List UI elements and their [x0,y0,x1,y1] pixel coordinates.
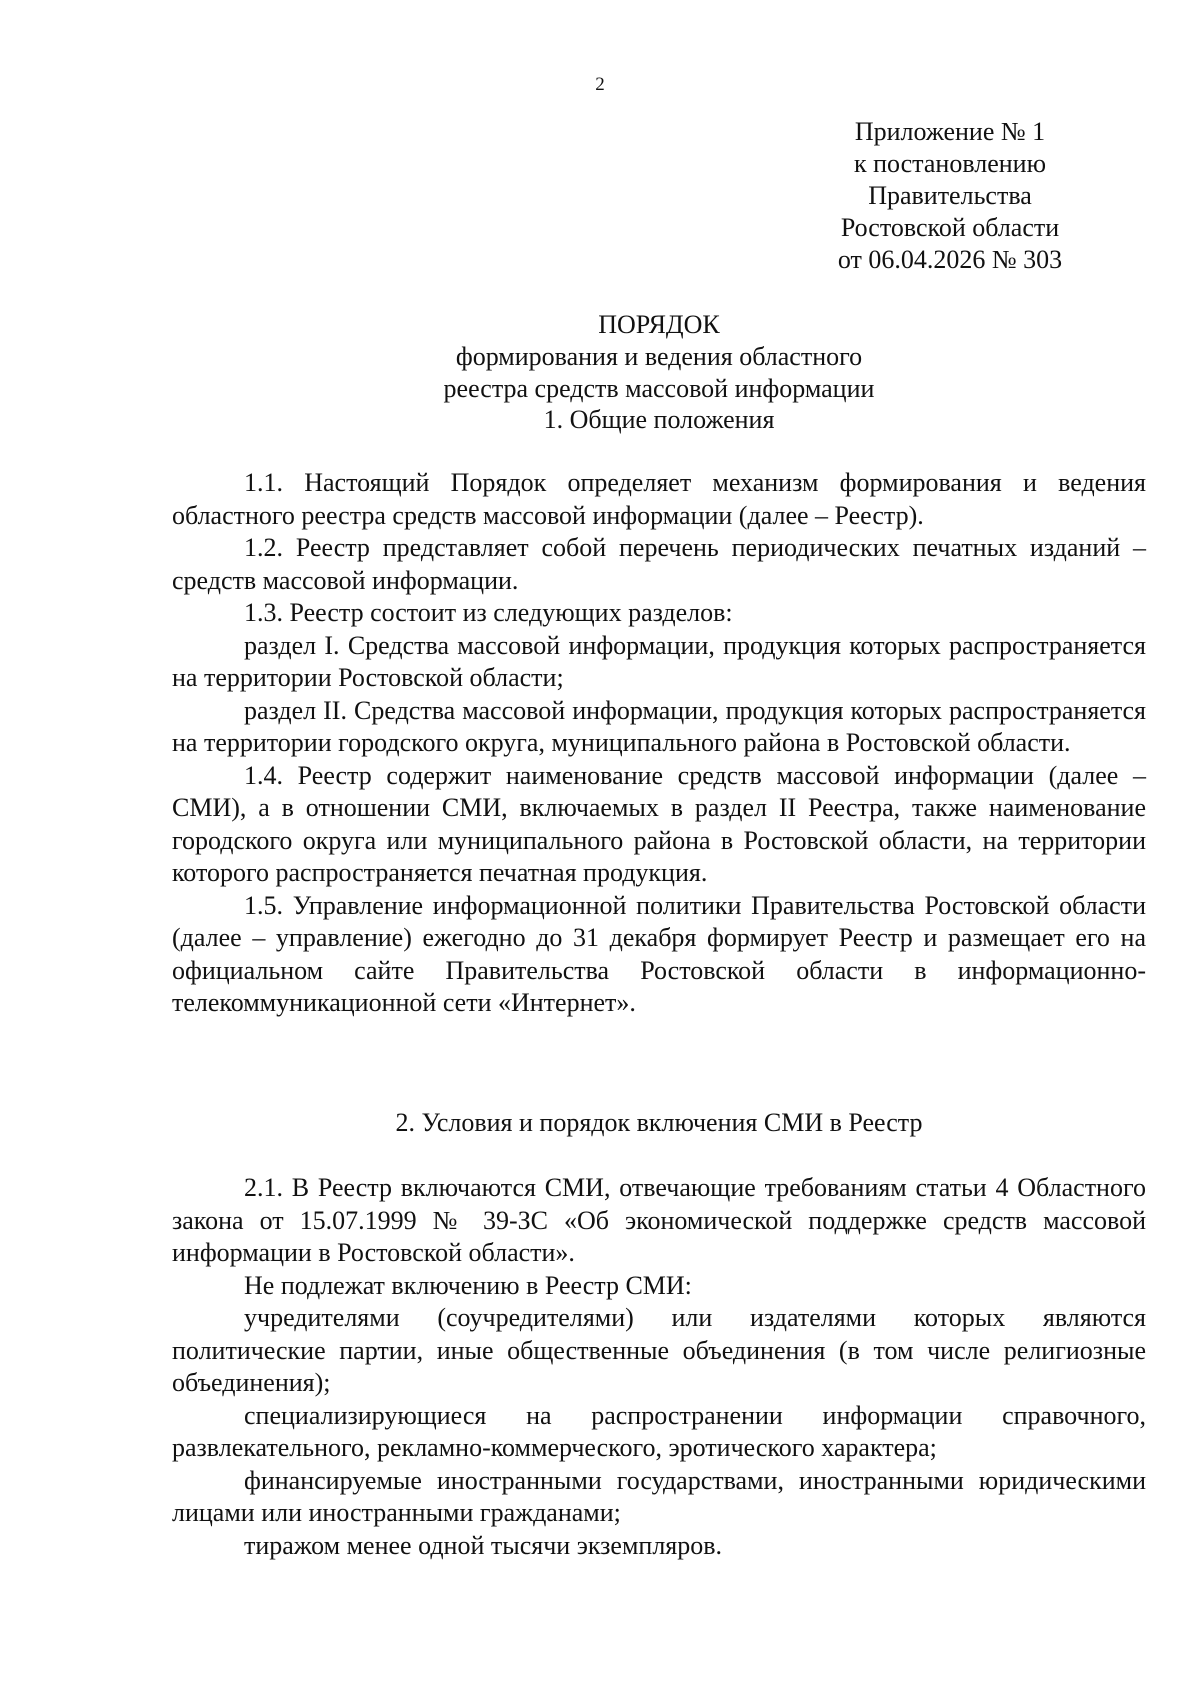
paragraph: финансируемые иностранными государствами, иностранными юридическими лицами или иностранными гражданами; [172,1465,1146,1527]
appendix-line: Ростовской области [840,213,1060,242]
appendix-line: от 06.04.2026 № 303 [837,245,1063,274]
appendix-block [820,116,1080,276]
section-1-heading: 1. Общие положения [543,405,775,434]
paragraph: 1.5. Управление информационной политики Правительства Ростовской области (далее – управление) ежегодно до 31 декабря формирует Реестр и размещает его на официальном сайте Правительства Ростовской области в информационно-телекоммуникационной сети «Интернет». [172,890,1146,1017]
section-2-body [172,1172,1146,1562]
paragraph: 1.2. Реестр представляет собой перечень периодических печатных изданий – средств массовой информации. [172,533,1146,595]
appendix-line: Приложение № 1 [854,117,1046,146]
paragraph: 1.3. Реестр состоит из следующих разделов: [244,598,733,627]
paragraph: 1.4. Реестр содержит наименование средств массовой информации (далее – СМИ), а в отношении СМИ, включаемых в раздел II Реестра, также наименование городского округа или муниципального района в Ростовской области, на территории которого распространяется печатная продукция. [172,760,1146,887]
page-number: 2 [595,74,605,95]
document-title [172,309,1146,405]
section-2-heading: 2. Условия и порядок включения СМИ в Реестр [395,1108,923,1137]
paragraph: учредителями (соучредителями) или издателями которых являются политические партии, иные общественные объединения (в том числе религиозные объединения); [172,1303,1146,1397]
paragraph: специализирующиеся на распространении информации справочного, развлекательного, рекламно-коммерческого, эротического характера; [172,1400,1146,1462]
section-1-body [172,467,1146,1020]
paragraph: раздел II. Средства массовой информации, продукция которых распространяется на территории городского округа, муниципального района в Ростовской области. [172,695,1146,757]
paragraph: 1.1. Настоящий Порядок определяет механизм формирования и ведения областного реестра средств массовой информации (далее – Реестр). [172,468,1146,530]
paragraph: Не подлежат включению в Реестр СМИ: [244,1270,692,1300]
title-heading: ПОРЯДОК [598,310,720,339]
title-line: формирования и ведения областного [455,342,863,371]
appendix-line: к постановлению [853,149,1047,178]
title-line: реестра средств массовой информации [443,374,875,403]
appendix-line: Правительства [868,181,1032,210]
paragraph: раздел I. Средства массовой информации, продукция которых распространяется на территории Ростовской области; [172,630,1146,692]
paragraph: 2.1. В Реестр включаются СМИ, отвечающие требованиям статьи 4 Областного закона от 15.07.1999 № 39-ЗС «Об экономической поддержке средств массовой информации в Ростовской области». [172,1173,1146,1267]
paragraph: тиражом менее одной тысячи экземпляров. [244,1530,723,1560]
